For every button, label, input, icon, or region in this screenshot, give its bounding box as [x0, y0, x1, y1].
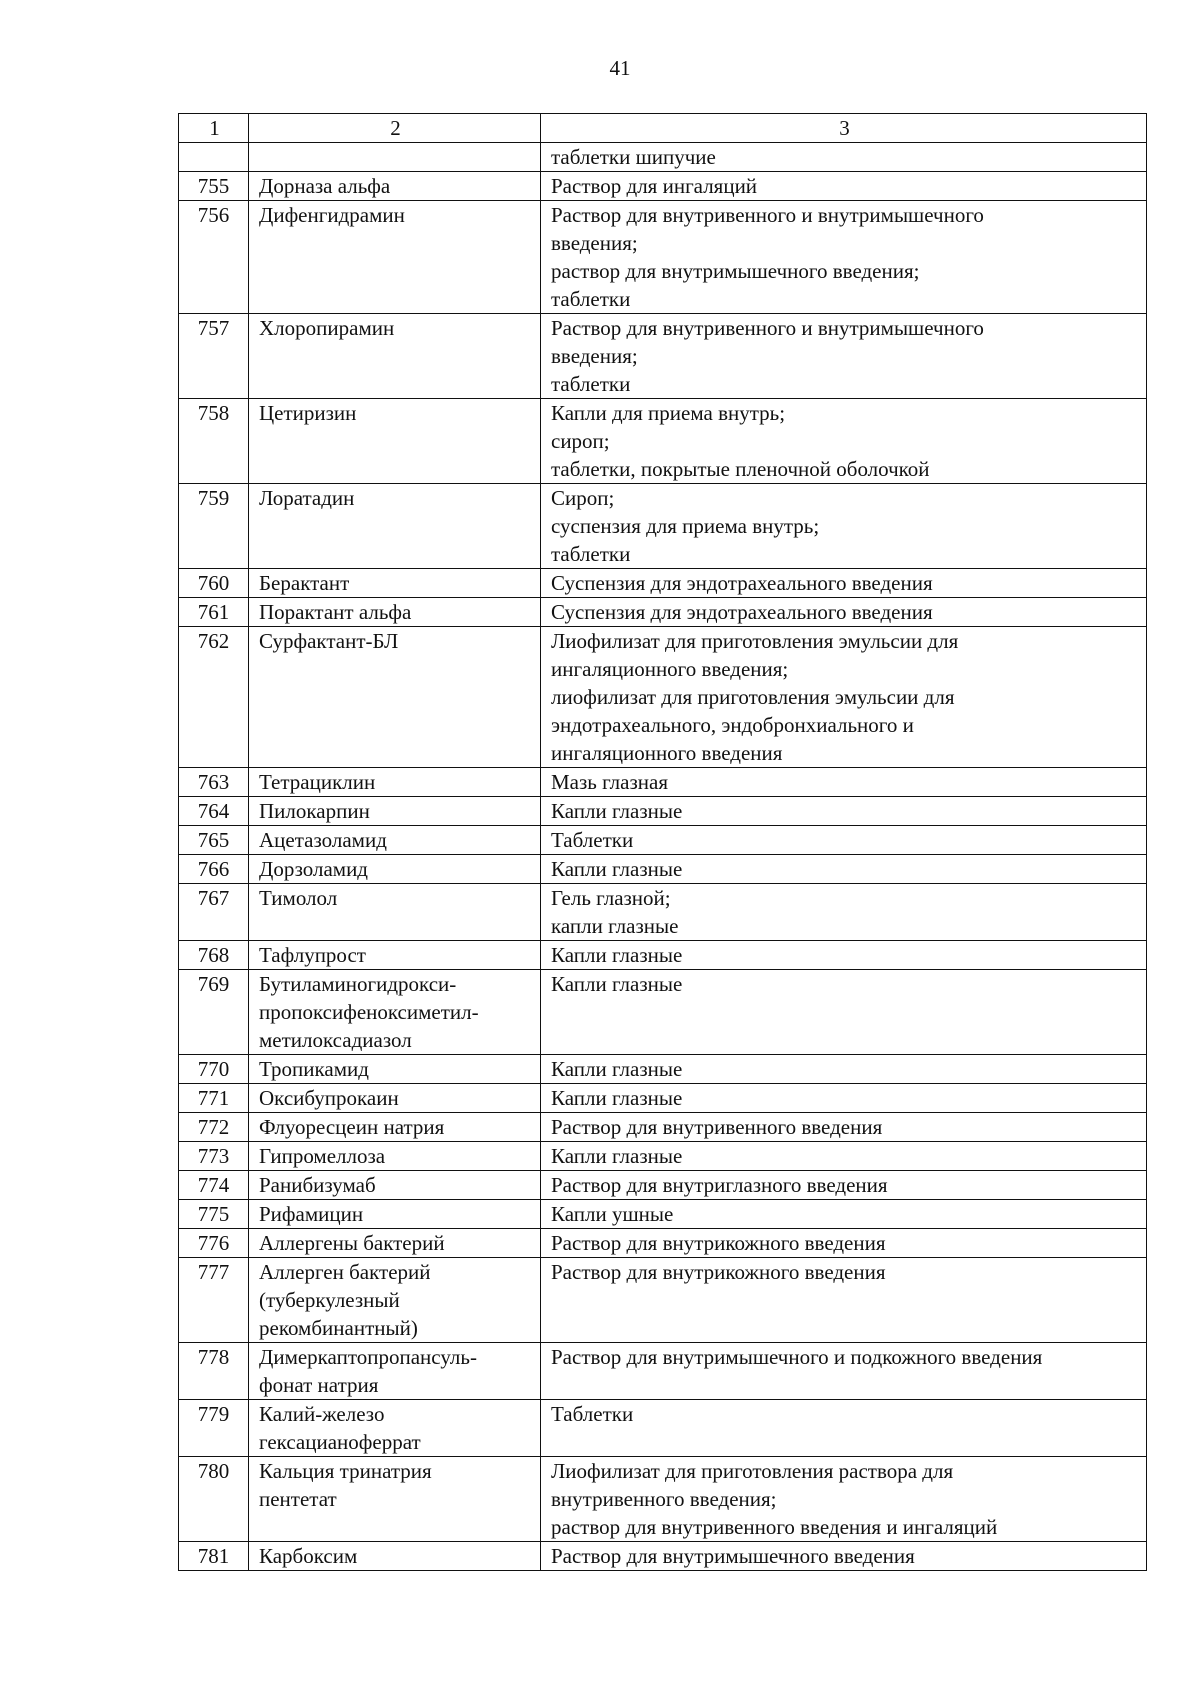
table-row — [179, 598, 1147, 627]
dosage-form: Раствор для ингаляций — [541, 172, 1147, 201]
dosage-form: Капли глазные — [541, 1142, 1147, 1171]
dosage-form: Раствор для внутривенного и внутримышечного введения; раствор для внутримышечного введения; таблетки — [541, 201, 1147, 314]
drug-name: Тимолол — [249, 884, 541, 941]
table-row — [179, 1400, 1147, 1457]
drug-name: Аллергены бактерий — [249, 1229, 541, 1258]
table-row — [179, 399, 1147, 484]
table-row — [179, 1142, 1147, 1171]
drug-table — [178, 113, 1147, 1571]
row-number: 773 — [179, 1142, 249, 1171]
table-row — [179, 797, 1147, 826]
table-row — [179, 484, 1147, 569]
row-number: 762 — [179, 627, 249, 768]
drug-name: Ацетазоламид — [249, 826, 541, 855]
drug-name: Дорзоламид — [249, 855, 541, 884]
dosage-form: Раствор для внутрикожного введения — [541, 1229, 1147, 1258]
drug-name: Порактант альфа — [249, 598, 541, 627]
dosage-form: Сироп; суспензия для приема внутрь; таблетки — [541, 484, 1147, 569]
dosage-form: Мазь глазная — [541, 768, 1147, 797]
dosage-form: Гель глазной; капли глазные — [541, 884, 1147, 941]
table-row — [179, 1171, 1147, 1200]
drug-name: Гипромеллоза — [249, 1142, 541, 1171]
dosage-form: Капли глазные — [541, 1055, 1147, 1084]
drug-name — [249, 143, 541, 172]
row-number: 776 — [179, 1229, 249, 1258]
dosage-form: Раствор для внутривенного и внутримышечного введения; таблетки — [541, 314, 1147, 399]
dosage-form: Таблетки — [541, 826, 1147, 855]
dosage-form: Лиофилизат для приготовления раствора для внутривенного введения; раствор для внутривенного введения и ингаляций — [541, 1457, 1147, 1542]
row-number: 764 — [179, 797, 249, 826]
table-row — [179, 172, 1147, 201]
dosage-form: таблетки шипучие — [541, 143, 1147, 172]
row-number: 759 — [179, 484, 249, 569]
drug-name: Тетрациклин — [249, 768, 541, 797]
row-number: 781 — [179, 1542, 249, 1571]
row-number: 767 — [179, 884, 249, 941]
dosage-form: Капли глазные — [541, 1084, 1147, 1113]
table-row — [179, 1055, 1147, 1084]
dosage-form: Раствор для внутримышечного введения — [541, 1542, 1147, 1571]
table-row — [179, 1343, 1147, 1400]
drug-name: Дифенгидрамин — [249, 201, 541, 314]
drug-name: Оксибупрокаин — [249, 1084, 541, 1113]
header-row — [179, 114, 1147, 143]
dosage-form: Лиофилизат для приготовления эмульсии для ингаляционного введения; лиофилизат для приготовления эмульсии для эндотрахеального, эндобронхиального и ингаляционного введения — [541, 627, 1147, 768]
dosage-form: Капли глазные — [541, 941, 1147, 970]
dosage-form: Раствор для внутрикожного введения — [541, 1258, 1147, 1343]
table-row — [179, 884, 1147, 941]
drug-name: Флуоресцеин натрия — [249, 1113, 541, 1142]
table-row — [179, 143, 1147, 172]
drug-name: Димеркаптопропансуль- фонат натрия — [249, 1343, 541, 1400]
row-number: 758 — [179, 399, 249, 484]
drug-name: Дорназа альфа — [249, 172, 541, 201]
table-row — [179, 855, 1147, 884]
drug-name: Берактант — [249, 569, 541, 598]
dosage-form: Раствор для внутривенного введения — [541, 1113, 1147, 1142]
table-row — [179, 1229, 1147, 1258]
table-row — [179, 1258, 1147, 1343]
table-row — [179, 1084, 1147, 1113]
row-number: 772 — [179, 1113, 249, 1142]
drug-name: Тропикамид — [249, 1055, 541, 1084]
table-header — [179, 114, 1147, 143]
drug-name: Карбоксим — [249, 1542, 541, 1571]
table-row — [179, 1542, 1147, 1571]
drug-name: Аллерген бактерий (туберкулезный рекомбинантный) — [249, 1258, 541, 1343]
drug-name: Пилокарпин — [249, 797, 541, 826]
row-number: 768 — [179, 941, 249, 970]
row-number: 756 — [179, 201, 249, 314]
row-number: 755 — [179, 172, 249, 201]
dosage-form: Капли для приема внутрь; сироп; таблетки, покрытые пленочной оболочкой — [541, 399, 1147, 484]
dosage-form: Раствор для внутримышечного и подкожного введения — [541, 1343, 1147, 1400]
page-number: 41 — [609, 56, 631, 80]
table-row — [179, 970, 1147, 1055]
header-col-2: 2 — [249, 114, 541, 143]
header-col-3: 3 — [541, 114, 1147, 143]
table-row — [179, 826, 1147, 855]
drug-name: Калий-железо гексацианоферрат — [249, 1400, 541, 1457]
dosage-form: Капли глазные — [541, 970, 1147, 1055]
dosage-form: Суспензия для эндотрахеального введения — [541, 569, 1147, 598]
drug-name: Хлоропирамин — [249, 314, 541, 399]
table-row — [179, 1200, 1147, 1229]
dosage-form: Суспензия для эндотрахеального введения — [541, 598, 1147, 627]
drug-name: Кальция тринатрия пентетат — [249, 1457, 541, 1542]
row-number: 779 — [179, 1400, 249, 1457]
row-number: 774 — [179, 1171, 249, 1200]
row-number: 757 — [179, 314, 249, 399]
row-number: 775 — [179, 1200, 249, 1229]
dosage-form: Таблетки — [541, 1400, 1147, 1457]
row-number: 766 — [179, 855, 249, 884]
drug-name: Тафлупрост — [249, 941, 541, 970]
table-row — [179, 569, 1147, 598]
dosage-form: Раствор для внутриглазного введения — [541, 1171, 1147, 1200]
table-row — [179, 768, 1147, 797]
dosage-form: Капли глазные — [541, 797, 1147, 826]
drug-name: Лоратадин — [249, 484, 541, 569]
row-number: 765 — [179, 826, 249, 855]
row-number: 769 — [179, 970, 249, 1055]
row-number: 770 — [179, 1055, 249, 1084]
row-number: 778 — [179, 1343, 249, 1400]
table-row — [179, 1457, 1147, 1542]
drug-name: Ранибизумаб — [249, 1171, 541, 1200]
table-row — [179, 941, 1147, 970]
drug-name: Бутиламиногидрокси- пропоксифеноксиметил- метилоксадиазол — [249, 970, 541, 1055]
table-body — [179, 143, 1147, 1571]
row-number: 777 — [179, 1258, 249, 1343]
dosage-form: Капли глазные — [541, 855, 1147, 884]
table-row — [179, 1113, 1147, 1142]
drug-name: Рифамицин — [249, 1200, 541, 1229]
drug-name: Цетиризин — [249, 399, 541, 484]
row-number — [179, 143, 249, 172]
row-number: 761 — [179, 598, 249, 627]
header-col-1: 1 — [179, 114, 249, 143]
row-number: 763 — [179, 768, 249, 797]
dosage-form: Капли ушные — [541, 1200, 1147, 1229]
drug-name: Сурфактант-БЛ — [249, 627, 541, 768]
row-number: 780 — [179, 1457, 249, 1542]
row-number: 771 — [179, 1084, 249, 1113]
row-number: 760 — [179, 569, 249, 598]
table-row — [179, 314, 1147, 399]
table-row — [179, 201, 1147, 314]
table-row — [179, 627, 1147, 768]
